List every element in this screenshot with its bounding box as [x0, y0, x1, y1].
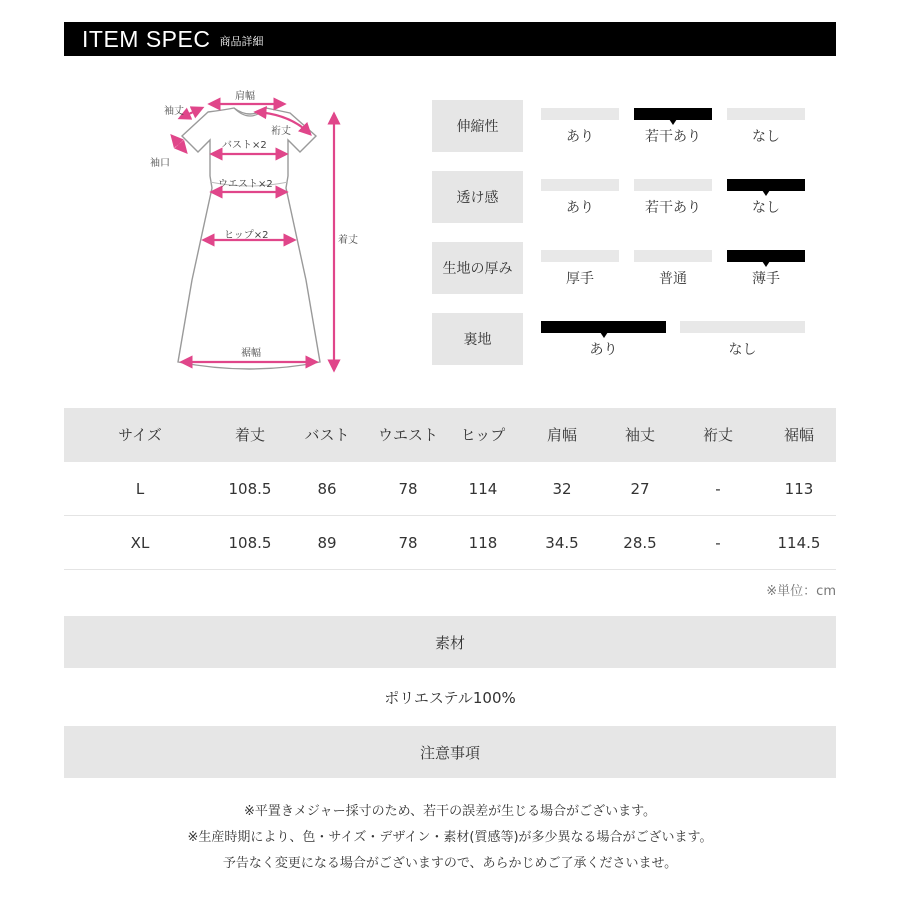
table-cell: 89 — [317, 534, 337, 552]
option-bar-selected — [727, 179, 805, 191]
column-header: バスト — [304, 426, 350, 444]
attr-option-selected — [541, 313, 666, 365]
option-bar — [541, 179, 619, 191]
option-bar — [680, 321, 805, 333]
attr-row-stretch — [432, 100, 810, 152]
spec-title: ITEM SPEC — [82, 25, 211, 52]
table-cell: 114.5 — [777, 534, 821, 552]
attr-option — [541, 242, 619, 294]
table-cell: 34.5 — [545, 534, 579, 552]
attr-row-lining — [432, 313, 810, 365]
option-bar-selected — [541, 321, 666, 333]
column-header: 肩幅 — [546, 426, 577, 444]
note-line: 予告なく変更になる場合がございますので、あらかじめご了承くださいませ。 — [222, 856, 678, 871]
label-length: 着丈 — [338, 235, 358, 246]
size-table — [64, 408, 836, 570]
column-header: サイズ — [118, 426, 162, 444]
unit-note: ※単位：cm — [766, 584, 836, 599]
table-cell: 118 — [468, 534, 498, 552]
table-cell: 108.5 — [228, 534, 272, 552]
label-sleeve-length: 袖丈 — [164, 106, 184, 117]
attr-option — [541, 100, 619, 152]
column-header: 袖丈 — [624, 426, 655, 444]
option-label: あり — [566, 129, 594, 145]
label-waist: ウエスト×2 — [218, 179, 273, 190]
table-cell: 108.5 — [228, 480, 272, 498]
label-hem: 裾幅 — [241, 348, 261, 359]
attr-option — [541, 171, 619, 223]
size-table-header — [64, 408, 836, 462]
note-line: ※平置きメジャー採寸のため、若干の誤差が生じる場合がございます。 — [243, 804, 657, 819]
attr-label: 生地の厚み — [432, 242, 523, 294]
label-yuki: 裄丈 — [271, 126, 291, 137]
attr-option — [680, 313, 805, 365]
attr-row-sheerness — [432, 171, 810, 223]
attr-option-selected — [727, 171, 805, 223]
label-cuff: 袖口 — [150, 158, 170, 169]
notes-title: 注意事項 — [64, 726, 836, 778]
garment-diagram — [140, 80, 380, 390]
table-cell: L — [135, 480, 145, 498]
option-label: あり — [566, 200, 594, 216]
table-cell: 78 — [398, 480, 418, 498]
option-label: 普通 — [659, 271, 687, 287]
table-cell: 28.5 — [623, 534, 657, 552]
label-hip: ヒップ×2 — [224, 230, 269, 241]
spec-subtitle: 商品詳細 — [219, 35, 264, 48]
material-title: 素材 — [64, 616, 836, 668]
attr-label: 伸縮性 — [432, 100, 523, 152]
column-header: ウエスト — [377, 426, 438, 444]
note-line: ※生産時期により、色・サイズ・デザイン・素材(質感等)が多少異なる場合がございます。 — [187, 830, 713, 845]
table-cell: 27 — [630, 480, 650, 498]
attr-label: 透け感 — [432, 171, 523, 223]
option-label: 厚手 — [566, 271, 594, 287]
label-shoulder: 肩幅 — [235, 91, 255, 102]
column-header: 裾幅 — [783, 426, 814, 444]
option-label: 若干あり — [645, 129, 701, 145]
option-label: 薄手 — [752, 271, 780, 287]
table-cell: - — [715, 480, 721, 498]
table-cell: 114 — [468, 480, 498, 498]
table-cell: 86 — [317, 480, 337, 498]
attr-label: 裏地 — [432, 313, 523, 365]
attr-option-selected — [727, 242, 805, 294]
attr-option — [634, 242, 712, 294]
option-bar — [634, 250, 712, 262]
label-bust: バスト×2 — [222, 140, 267, 151]
attr-option — [634, 171, 712, 223]
option-bar — [541, 108, 619, 120]
table-row — [64, 462, 836, 516]
option-label: あり — [589, 342, 618, 358]
column-header: 着丈 — [234, 426, 265, 444]
option-bar — [541, 250, 619, 262]
option-bar-selected — [727, 250, 805, 262]
column-header: ヒップ — [460, 426, 506, 444]
attr-option — [727, 100, 805, 152]
table-cell: - — [715, 534, 721, 552]
table-cell: XL — [130, 534, 150, 552]
table-cell: 32 — [552, 480, 572, 498]
attr-option-selected — [634, 100, 712, 152]
column-header: 裄丈 — [702, 426, 733, 444]
option-bar-selected — [634, 108, 712, 120]
table-cell: 113 — [784, 480, 814, 498]
option-bar — [634, 179, 712, 191]
attr-row-thickness — [432, 242, 810, 294]
option-label: 若干あり — [645, 200, 701, 216]
option-label: なし — [728, 342, 757, 358]
option-bar — [727, 108, 805, 120]
option-label: なし — [752, 129, 780, 145]
material-value: ポリエステル100% — [384, 689, 516, 707]
table-row — [64, 516, 836, 570]
spec-header — [64, 22, 836, 56]
option-label: なし — [752, 200, 780, 216]
table-cell: 78 — [398, 534, 418, 552]
